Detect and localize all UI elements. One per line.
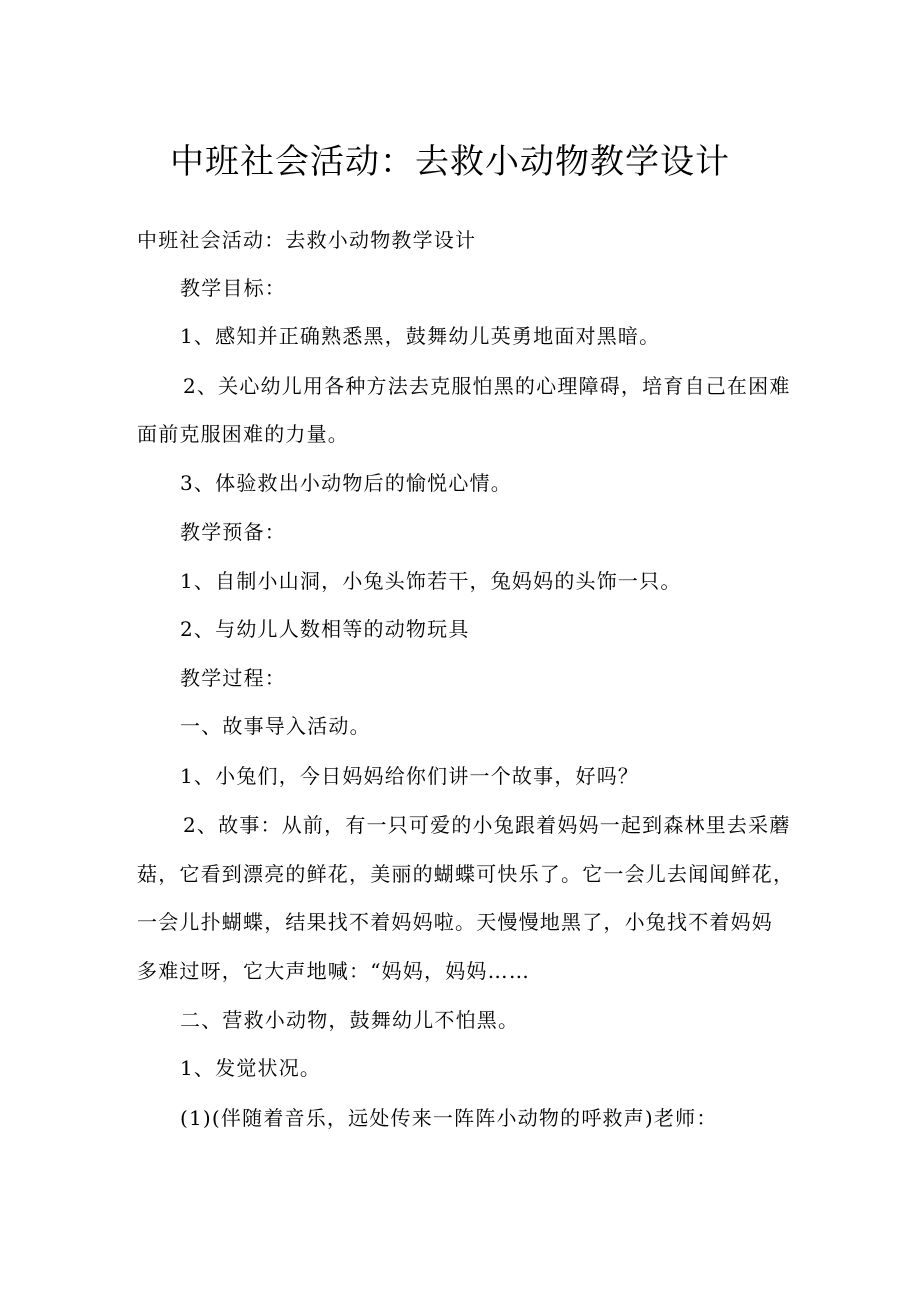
- section-heading-goals: 教学目标：: [180, 276, 286, 300]
- process-part-2-step-1: 1、发觉状况。: [180, 1056, 322, 1080]
- process-part-1-heading: 一、故事导入活动。: [180, 714, 371, 738]
- process-step-1: 1、小兔们，今日妈妈给你们讲一个故事，好吗？: [180, 764, 640, 788]
- goal-item-3: 3、体验救出小动物后的愉悦心情。: [180, 471, 512, 495]
- process-part-2-step-1-detail: (1)(伴随着音乐，远处传来一阵阵小动物的呼救声)老师：: [180, 1106, 718, 1130]
- preparation-item-1: 1、自制小山洞，小兔头饰若干，兔妈妈的头饰一只。: [180, 569, 682, 593]
- document-title: 中班社会活动：去救小动物教学设计: [170, 142, 730, 182]
- subtitle-line: 中班社会活动：去救小动物教学设计: [137, 228, 477, 252]
- process-part-2-heading: 二、营救小动物，鼓舞幼儿不怕黑。: [180, 1008, 520, 1032]
- goal-item-2-line-2: 面前克服困难的力量。: [137, 422, 349, 446]
- story-line-4: 多难过呀，它大声地喊：“妈妈，妈妈……: [137, 959, 531, 983]
- story-line-2: 菇，它看到漂亮的鲜花，美丽的蝴蝶可快乐了。它一会儿去闻闻鲜花，: [137, 862, 795, 886]
- story-line-3: 一会儿扑蝴蝶，结果找不着妈妈啦。天慢慢地黑了，小兔找不着妈妈: [137, 910, 773, 934]
- section-heading-preparation: 教学预备：: [180, 520, 286, 544]
- goal-item-2-line-1: 2、关心幼儿用各种方法去克服怕黑的心理障碍，培育自己在困难: [183, 374, 791, 398]
- preparation-item-2: 2、与幼儿人数相等的动物玩具: [180, 617, 470, 641]
- section-heading-process: 教学过程：: [180, 666, 286, 690]
- goal-item-1: 1、感知并正确熟悉黑，鼓舞幼儿英勇地面对黑暗。: [180, 324, 661, 348]
- story-line-1: 2、故事：从前，有一只可爱的小兔跟着妈妈一起到森林里去采蘑: [183, 813, 791, 837]
